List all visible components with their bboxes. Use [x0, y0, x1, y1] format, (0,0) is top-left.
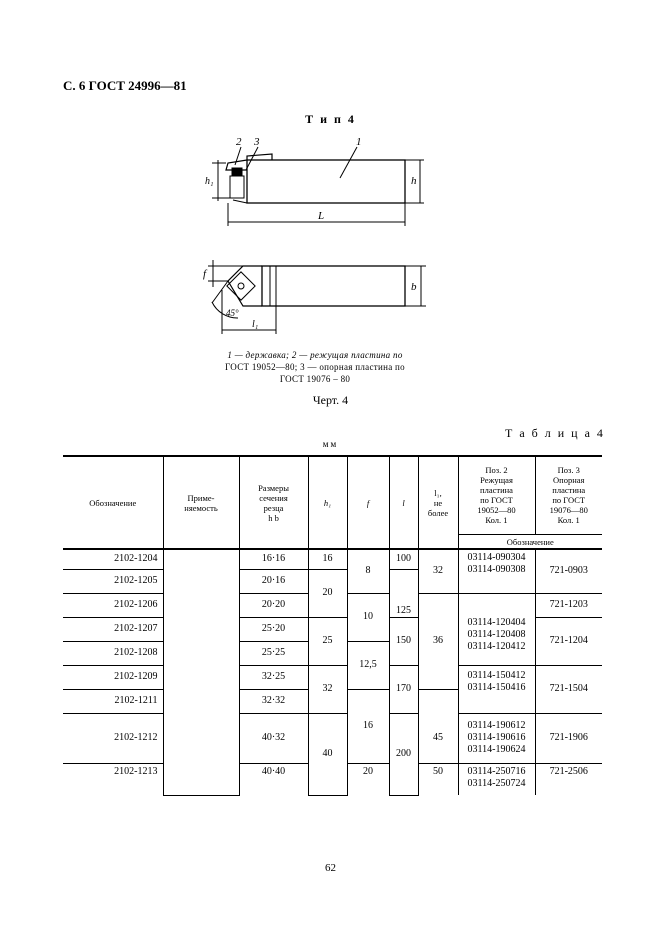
h1-cell: 16 — [308, 549, 347, 569]
callout-3: 3 — [254, 136, 260, 148]
holder-side-view — [247, 160, 405, 203]
label-angle: 45° — [226, 308, 239, 318]
leader-1 — [340, 147, 357, 178]
row-code: 2102-1204 — [63, 549, 163, 569]
l1-cell: 50 — [418, 763, 458, 795]
page-header: С. 6 ГОСТ 24996—81 — [63, 78, 187, 93]
f-cell: 8 — [347, 549, 389, 593]
row-size: 20·16 — [239, 569, 308, 593]
row-size: 32·25 — [239, 665, 308, 689]
row-code: 2102-1206 — [63, 593, 163, 617]
l-cell: 125 — [389, 569, 418, 617]
caption-line-1: 1 — державка; 2 — режущая пластина по — [227, 350, 403, 360]
label-f: f — [203, 268, 207, 280]
h1-cell: 40 — [308, 713, 347, 795]
caption-line-3: ГОСТ 19076 – 80 — [279, 374, 351, 384]
table-units: мм — [322, 439, 339, 449]
label-h: h — [411, 175, 417, 187]
holder-head-top — [228, 266, 262, 306]
drawing-number: Черт. 4 — [312, 393, 349, 407]
row-size: 32·32 — [239, 689, 308, 713]
h1-cell: 32 — [308, 665, 347, 713]
plate-hole — [238, 283, 244, 289]
header-l1: l₁, не более — [418, 456, 458, 549]
l1-cell: 36 — [418, 593, 458, 689]
header-f: f — [347, 456, 389, 549]
header-designation-sub: Обозначение — [458, 534, 602, 549]
support-cell: 721-1204 — [535, 617, 602, 665]
f-cell: 12,5 — [347, 641, 389, 689]
row-code: 2102-1207 — [63, 617, 163, 641]
row-size: 40·40 — [239, 763, 308, 795]
cutting-plate-side — [232, 168, 242, 176]
technical-drawing — [0, 0, 661, 345]
row-code: 2102-1205 — [63, 569, 163, 593]
f-cell: 20 — [347, 763, 389, 795]
label-h1: h₁ — [205, 176, 214, 187]
header-application: Приме- няемость — [163, 456, 239, 549]
plate-cell: 03114-190612 03114-190616 03114-190624 — [458, 713, 535, 763]
l1-cell: 32 — [418, 549, 458, 593]
leader-3 — [246, 147, 258, 170]
l1-cell: 45 — [418, 713, 458, 763]
leader-2 — [235, 147, 241, 165]
application-cell — [163, 549, 239, 795]
plate-cell: 03114-120404 03114-120408 03114-120412 — [458, 593, 535, 665]
dimensions-table — [63, 455, 602, 796]
header-l: l — [389, 456, 418, 549]
h1-cell: 25 — [308, 617, 347, 665]
plate-cell: 03114-090304 03114-090308 — [458, 549, 535, 593]
holder-top-view — [262, 266, 405, 306]
support-cell: 721-0903 — [535, 549, 602, 593]
callout-2: 2 — [236, 136, 242, 148]
row-size: 20·20 — [239, 593, 308, 617]
plate-cell: 03114-250716 03114-250724 — [458, 763, 535, 795]
support-cell: 721-1504 — [535, 665, 602, 713]
support-cell: 721-2506 — [535, 763, 602, 795]
header-designation: Обозначение — [63, 456, 163, 549]
f-cell: 10 — [347, 593, 389, 641]
row-code: 2102-1208 — [63, 641, 163, 665]
f-cell: 16 — [347, 689, 389, 763]
row-code: 2102-1209 — [63, 665, 163, 689]
support-cell: 721-1203 — [535, 593, 602, 617]
plate-cell: 03114-150412 03114-150416 — [458, 665, 535, 713]
support-plate-side — [230, 176, 244, 198]
support-cell: 721-1906 — [535, 713, 602, 763]
callout-1: 1 — [356, 136, 362, 148]
row-code: 2102-1211 — [63, 689, 163, 713]
l-cell: 170 — [389, 665, 418, 713]
label-l1: l₁ — [252, 319, 259, 330]
row-size: 25·20 — [239, 617, 308, 641]
header-poz2: Поз. 2 Режущая пластина по ГОСТ 19052—80 Кол. 1 — [458, 456, 535, 534]
row-size: 40·32 — [239, 713, 308, 763]
label-l: L — [318, 210, 325, 222]
caption-line-2: ГОСТ 19052—80; 3 — опорная пластина по — [225, 362, 405, 372]
drawing-caption — [200, 349, 430, 385]
header-poz3: Поз. 3 Опорная пластина по ГОСТ 19076—80 Кол. 1 — [535, 456, 602, 534]
row-size: 25·25 — [239, 641, 308, 665]
row-code: 2102-1212 — [63, 713, 163, 763]
l-cell: 100 — [389, 549, 418, 569]
h1-cell: 20 — [308, 569, 347, 617]
header-h1: h₁ — [308, 456, 347, 549]
page-number: 62 — [325, 862, 336, 874]
row-code: 2102-1213 — [63, 763, 163, 795]
l-cell: 200 — [389, 713, 418, 795]
header-section: Размеры сечения резца h b — [239, 456, 308, 549]
label-b: b — [411, 281, 417, 293]
row-size: 16·16 — [239, 549, 308, 569]
table-title: Т а б л и ц а 4 — [505, 426, 605, 440]
type-title: Т и п 4 — [305, 112, 356, 126]
l-cell: 150 — [389, 617, 418, 665]
